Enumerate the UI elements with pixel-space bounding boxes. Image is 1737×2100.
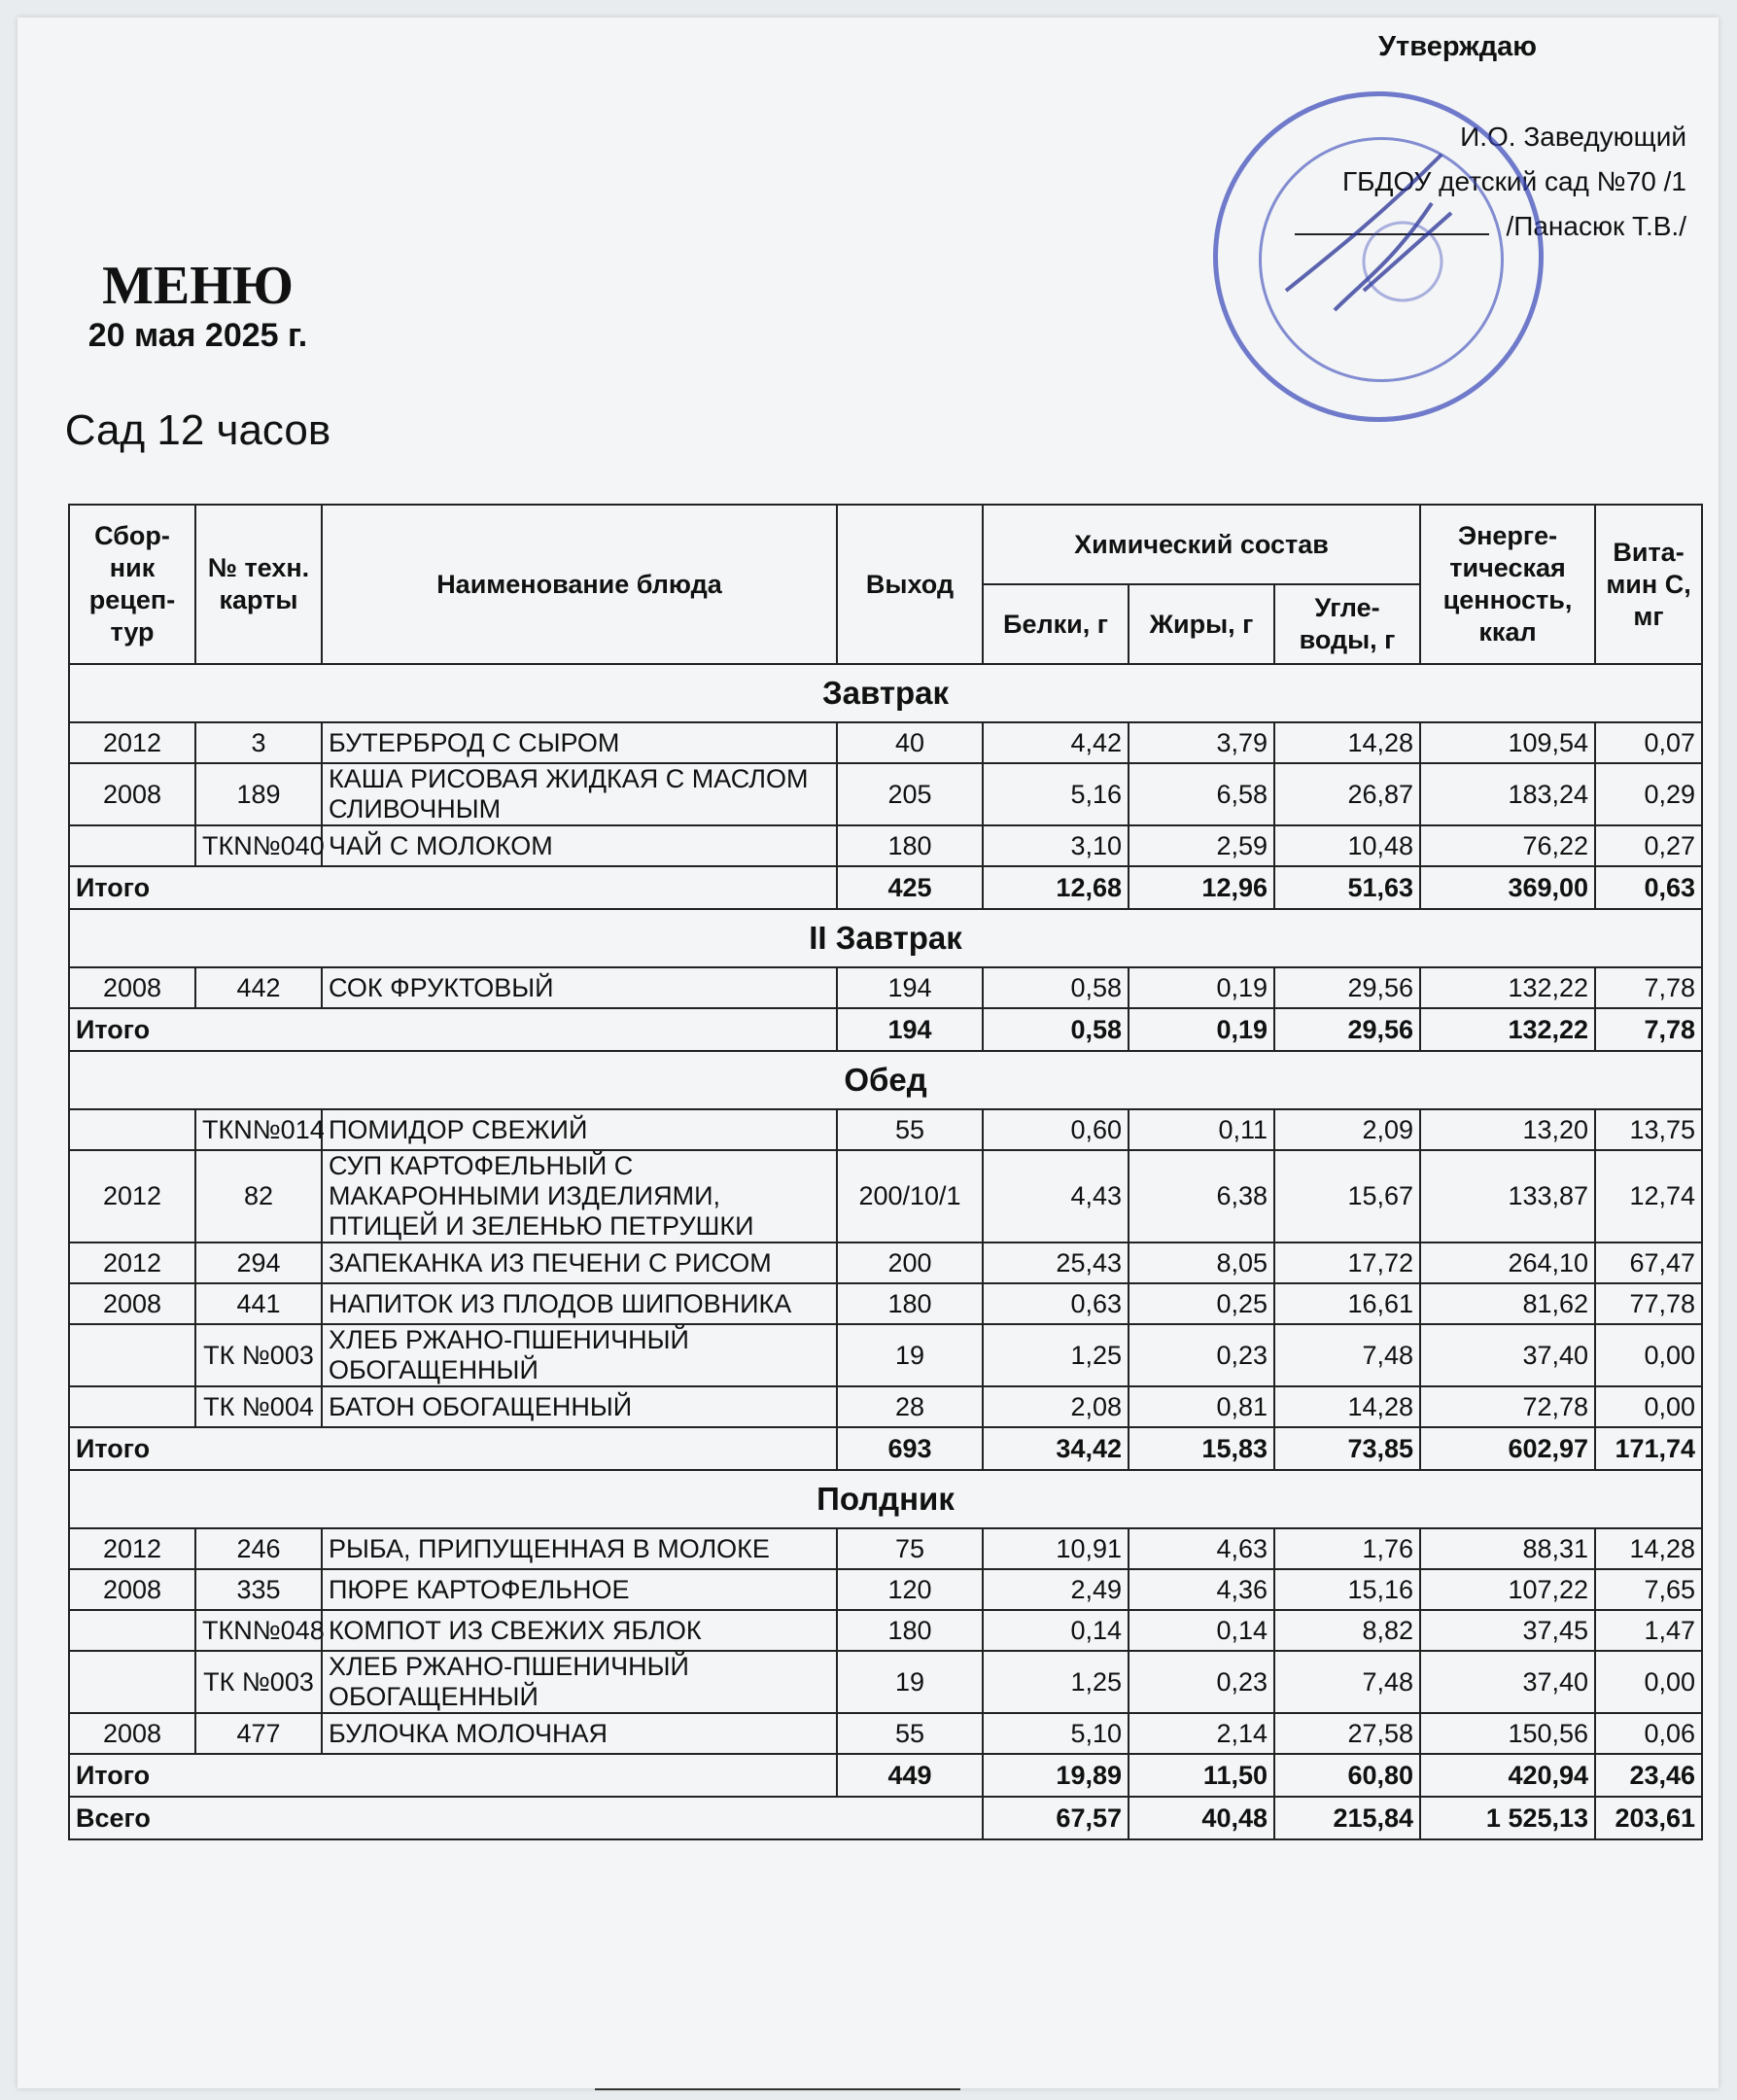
cell-yield: 194 — [837, 967, 983, 1008]
cell-p: 0,63 — [983, 1283, 1129, 1324]
cell-col: 2012 — [69, 722, 195, 763]
cell-f: 4,36 — [1129, 1569, 1274, 1610]
cell-e: 264,10 — [1420, 1242, 1595, 1283]
cell-v: 0,06 — [1595, 1713, 1702, 1754]
approver-position: И.О. Заведующий — [1460, 122, 1686, 152]
cell-f: 4,63 — [1129, 1528, 1274, 1569]
cell-card: 442 — [195, 967, 322, 1008]
cell-v: 13,75 — [1595, 1109, 1702, 1150]
cell-v: 0,00 — [1595, 1324, 1702, 1386]
table-row — [69, 1283, 1702, 1324]
header-chemical: Химический состав — [983, 505, 1420, 584]
menu-date: 20 мая 2025 г. — [87, 317, 308, 354]
cell-c: 15,16 — [1274, 1569, 1420, 1610]
total-label: Итого — [69, 1427, 837, 1470]
cell-v: 77,78 — [1595, 1283, 1702, 1324]
section-title: II Завтрак — [69, 909, 1702, 967]
cell-card: 335 — [195, 1569, 322, 1610]
cell-c: 14,28 — [1274, 722, 1420, 763]
cell-col — [69, 1109, 195, 1150]
section-header — [69, 1470, 1702, 1528]
table-row — [69, 1242, 1702, 1283]
cell-f: 0,23 — [1129, 1651, 1274, 1713]
header-yield: Выход — [837, 505, 983, 664]
cell-f: 0,81 — [1129, 1386, 1274, 1427]
section-title: Полдник — [69, 1470, 1702, 1528]
cell-dish: ЗАПЕКАНКА ИЗ ПЕЧЕНИ С РИСОМ — [322, 1242, 837, 1283]
cell-dish: БУЛОЧКА МОЛОЧНАЯ — [322, 1713, 837, 1754]
cell-f: 2,14 — [1129, 1713, 1274, 1754]
cell-p: 2,49 — [983, 1569, 1129, 1610]
total-label: Итого — [69, 866, 837, 909]
cell-card: ТК №003 — [195, 1324, 322, 1386]
total-p: 19,89 — [983, 1754, 1129, 1797]
cell-dish: ПЮРЕ КАРТОФЕЛЬНОЕ — [322, 1569, 837, 1610]
total-f: 15,83 — [1129, 1427, 1274, 1470]
cell-e: 183,24 — [1420, 763, 1595, 825]
grand-total-p: 67,57 — [983, 1797, 1129, 1839]
cell-yield: 55 — [837, 1109, 983, 1150]
cell-v: 67,47 — [1595, 1242, 1702, 1283]
cell-dish: БУТЕРБРОД С СЫРОМ — [322, 722, 837, 763]
cell-e: 37,40 — [1420, 1324, 1595, 1386]
cell-card: ТКN№040 — [195, 825, 322, 866]
cell-p: 4,42 — [983, 722, 1129, 763]
cell-p: 25,43 — [983, 1242, 1129, 1283]
cell-dish: РЫБА, ПРИПУЩЕННАЯ В МОЛОКЕ — [322, 1528, 837, 1569]
cell-p: 3,10 — [983, 825, 1129, 866]
total-v: 171,74 — [1595, 1427, 1702, 1470]
header-protein: Белки, г — [983, 584, 1129, 664]
total-e: 132,22 — [1420, 1008, 1595, 1051]
cell-yield: 28 — [837, 1386, 983, 1427]
cell-card: ТК №004 — [195, 1386, 322, 1427]
cell-yield: 75 — [837, 1528, 983, 1569]
cell-col: 2012 — [69, 1528, 195, 1569]
cell-e: 81,62 — [1420, 1283, 1595, 1324]
cell-v: 0,07 — [1595, 722, 1702, 763]
table-row — [69, 1651, 1702, 1713]
total-row — [69, 1427, 1702, 1470]
cell-col — [69, 1651, 195, 1713]
total-c: 51,63 — [1274, 866, 1420, 909]
cell-c: 14,28 — [1274, 1386, 1420, 1427]
total-p: 0,58 — [983, 1008, 1129, 1051]
cell-card: ТКN№048 — [195, 1610, 322, 1651]
grand-total-c: 215,84 — [1274, 1797, 1420, 1839]
total-yield: 425 — [837, 866, 983, 909]
cell-c: 26,87 — [1274, 763, 1420, 825]
cell-card: ТК №003 — [195, 1651, 322, 1713]
cell-f: 6,38 — [1129, 1150, 1274, 1242]
table-row — [69, 825, 1702, 866]
cell-col: 2008 — [69, 1283, 195, 1324]
cell-yield: 19 — [837, 1651, 983, 1713]
cell-col — [69, 1610, 195, 1651]
section-title: Обед — [69, 1051, 1702, 1109]
cell-col: 2012 — [69, 1242, 195, 1283]
cell-card: 441 — [195, 1283, 322, 1324]
total-e: 420,94 — [1420, 1754, 1595, 1797]
cell-c: 10,48 — [1274, 825, 1420, 866]
cell-col — [69, 1386, 195, 1427]
cell-yield: 200/10/1 — [837, 1150, 983, 1242]
cell-v: 0,29 — [1595, 763, 1702, 825]
cell-c: 7,48 — [1274, 1651, 1420, 1713]
cell-f: 0,25 — [1129, 1283, 1274, 1324]
cell-dish: ЧАЙ С МОЛОКОМ — [322, 825, 837, 866]
cell-dish: ХЛЕБ РЖАНО-ПШЕНИЧНЫЙ ОБОГАЩЕННЫЙ — [322, 1651, 837, 1713]
cell-p: 2,08 — [983, 1386, 1129, 1427]
cell-f: 2,59 — [1129, 825, 1274, 866]
cell-col — [69, 1324, 195, 1386]
total-c: 60,80 — [1274, 1754, 1420, 1797]
cell-f: 3,79 — [1129, 722, 1274, 763]
cell-p: 10,91 — [983, 1528, 1129, 1569]
cell-card: 3 — [195, 722, 322, 763]
cell-c: 1,76 — [1274, 1528, 1420, 1569]
cell-f: 8,05 — [1129, 1242, 1274, 1283]
cell-dish: НАПИТОК ИЗ ПЛОДОВ ШИПОВНИКА — [322, 1283, 837, 1324]
total-e: 369,00 — [1420, 866, 1595, 909]
cell-col — [69, 825, 195, 866]
approval-block — [1342, 115, 1686, 249]
cell-col: 2008 — [69, 967, 195, 1008]
cell-e: 72,78 — [1420, 1386, 1595, 1427]
table-row — [69, 1569, 1702, 1610]
total-p: 12,68 — [983, 866, 1129, 909]
grand-total-v: 203,61 — [1595, 1797, 1702, 1839]
total-row — [69, 866, 1702, 909]
cell-dish: КОМПОТ ИЗ СВЕЖИХ ЯБЛОК — [322, 1610, 837, 1651]
total-v: 0,63 — [1595, 866, 1702, 909]
cell-v: 1,47 — [1595, 1610, 1702, 1651]
cell-dish: СОК ФРУКТОВЫЙ — [322, 967, 837, 1008]
total-label: Итого — [69, 1754, 837, 1797]
cell-f: 6,58 — [1129, 763, 1274, 825]
cell-f: 0,11 — [1129, 1109, 1274, 1150]
total-yield: 194 — [837, 1008, 983, 1051]
cell-e: 37,45 — [1420, 1610, 1595, 1651]
cell-dish: БАТОН ОБОГАЩЕННЫЙ — [322, 1386, 837, 1427]
grand-total-e: 1 525,13 — [1420, 1797, 1595, 1839]
header-carbs: Угле-воды, г — [1274, 584, 1420, 664]
table-row — [69, 1610, 1702, 1651]
cell-e: 150,56 — [1420, 1713, 1595, 1754]
table-row — [69, 1528, 1702, 1569]
cell-card: ТКN№014 — [195, 1109, 322, 1150]
cell-c: 27,58 — [1274, 1713, 1420, 1754]
table-row — [69, 763, 1702, 825]
cell-p: 5,10 — [983, 1713, 1129, 1754]
cell-col: 2012 — [69, 1150, 195, 1242]
cell-c: 15,67 — [1274, 1150, 1420, 1242]
cell-dish: ПОМИДОР СВЕЖИЙ — [322, 1109, 837, 1150]
table-row — [69, 1150, 1702, 1242]
cell-dish: СУП КАРТОФЕЛЬНЫЙ С МАКАРОННЫМИ ИЗДЕЛИЯМИ, ПТИЦЕЙ И ЗЕЛЕНЬЮ ПЕТРУШКИ — [322, 1150, 837, 1242]
cell-v: 7,78 — [1595, 967, 1702, 1008]
table-row — [69, 967, 1702, 1008]
total-c: 29,56 — [1274, 1008, 1420, 1051]
cell-e: 132,22 — [1420, 967, 1595, 1008]
table-row — [69, 1386, 1702, 1427]
cell-c: 29,56 — [1274, 967, 1420, 1008]
cell-yield: 40 — [837, 722, 983, 763]
cell-yield: 180 — [837, 825, 983, 866]
header-dish: Наименование блюда — [322, 505, 837, 664]
cell-e: 107,22 — [1420, 1569, 1595, 1610]
cell-card: 246 — [195, 1528, 322, 1569]
cell-e: 109,54 — [1420, 722, 1595, 763]
total-e: 602,97 — [1420, 1427, 1595, 1470]
cell-p: 5,16 — [983, 763, 1129, 825]
cell-c: 8,82 — [1274, 1610, 1420, 1651]
header-card-no: № техн. карты — [195, 505, 322, 664]
cell-yield: 205 — [837, 763, 983, 825]
table-row — [69, 722, 1702, 763]
cell-yield: 19 — [837, 1324, 983, 1386]
grand-total-label: Всего — [69, 1797, 983, 1839]
total-f: 12,96 — [1129, 866, 1274, 909]
cell-c: 16,61 — [1274, 1283, 1420, 1324]
total-row — [69, 1008, 1702, 1051]
cell-yield: 180 — [837, 1283, 983, 1324]
cell-card: 82 — [195, 1150, 322, 1242]
cell-v: 14,28 — [1595, 1528, 1702, 1569]
organization-name: ГБДОУ детский сад №70 /1 — [1341, 166, 1686, 196]
cell-v: 7,65 — [1595, 1569, 1702, 1610]
total-yield: 693 — [837, 1427, 983, 1470]
cell-e: 76,22 — [1420, 825, 1595, 866]
cell-e: 133,87 — [1420, 1150, 1595, 1242]
cell-p: 4,43 — [983, 1150, 1129, 1242]
section-header — [69, 664, 1702, 722]
total-yield: 449 — [837, 1754, 983, 1797]
cell-yield: 55 — [837, 1713, 983, 1754]
total-f: 11,50 — [1129, 1754, 1274, 1797]
cell-c: 7,48 — [1274, 1324, 1420, 1386]
total-v: 23,46 — [1595, 1754, 1702, 1797]
cell-dish: ХЛЕБ РЖАНО-ПШЕНИЧНЫЙ ОБОГАЩЕННЫЙ — [322, 1324, 837, 1386]
table-row — [69, 1324, 1702, 1386]
cell-col: 2008 — [69, 1569, 195, 1610]
total-c: 73,85 — [1274, 1427, 1420, 1470]
signature-line — [1295, 233, 1489, 235]
cell-c: 17,72 — [1274, 1242, 1420, 1283]
menu-table — [68, 504, 1703, 1840]
cell-v: 0,00 — [1595, 1651, 1702, 1713]
approver-name: /Панасюк Т.В./ — [1506, 211, 1686, 241]
cell-e: 13,20 — [1420, 1109, 1595, 1150]
cell-e: 37,40 — [1420, 1651, 1595, 1713]
cell-v: 12,74 — [1595, 1150, 1702, 1242]
cell-yield: 120 — [837, 1569, 983, 1610]
cell-f: 0,14 — [1129, 1610, 1274, 1651]
total-label: Итого — [69, 1008, 837, 1051]
cell-p: 0,14 — [983, 1610, 1129, 1651]
cell-yield: 200 — [837, 1242, 983, 1283]
header-collection: Сбор-ник рецеп-тур — [69, 505, 195, 664]
approval-label: Утверждаю — [1378, 31, 1538, 62]
cell-p: 0,58 — [983, 967, 1129, 1008]
cell-c: 2,09 — [1274, 1109, 1420, 1150]
section-header — [69, 1051, 1702, 1109]
cell-col: 2008 — [69, 763, 195, 825]
cell-f: 0,19 — [1129, 967, 1274, 1008]
section-title: Завтрак — [69, 664, 1702, 722]
cell-yield: 180 — [837, 1610, 983, 1651]
total-p: 34,42 — [983, 1427, 1129, 1470]
menu-body — [69, 664, 1702, 1839]
cell-p: 1,25 — [983, 1324, 1129, 1386]
cell-p: 1,25 — [983, 1651, 1129, 1713]
total-row — [69, 1754, 1702, 1797]
cell-v: 0,27 — [1595, 825, 1702, 866]
grand-total-f: 40,48 — [1129, 1797, 1274, 1839]
cell-card: 477 — [195, 1713, 322, 1754]
total-v: 7,78 — [1595, 1008, 1702, 1051]
cell-card: 294 — [195, 1242, 322, 1283]
footer-line — [595, 2088, 960, 2090]
header-energy: Энерге-тическая ценность, ккал — [1420, 505, 1595, 664]
cell-v: 0,00 — [1595, 1386, 1702, 1427]
document-title: МЕНЮ — [102, 256, 294, 316]
cell-card: 189 — [195, 763, 322, 825]
cell-e: 88,31 — [1420, 1528, 1595, 1569]
cell-dish: КАША РИСОВАЯ ЖИДКАЯ С МАСЛОМ СЛИВОЧНЫМ — [322, 763, 837, 825]
group-name: Сад 12 часов — [64, 406, 331, 454]
grand-total-row — [69, 1797, 1702, 1839]
table-row — [69, 1109, 1702, 1150]
header-vitamin-c: Вита-мин С, мг — [1595, 505, 1702, 664]
cell-col: 2008 — [69, 1713, 195, 1754]
section-header — [69, 909, 1702, 967]
cell-p: 0,60 — [983, 1109, 1129, 1150]
cell-f: 0,23 — [1129, 1324, 1274, 1386]
total-f: 0,19 — [1129, 1008, 1274, 1051]
header-fat: Жиры, г — [1129, 584, 1274, 664]
table-row — [69, 1713, 1702, 1754]
